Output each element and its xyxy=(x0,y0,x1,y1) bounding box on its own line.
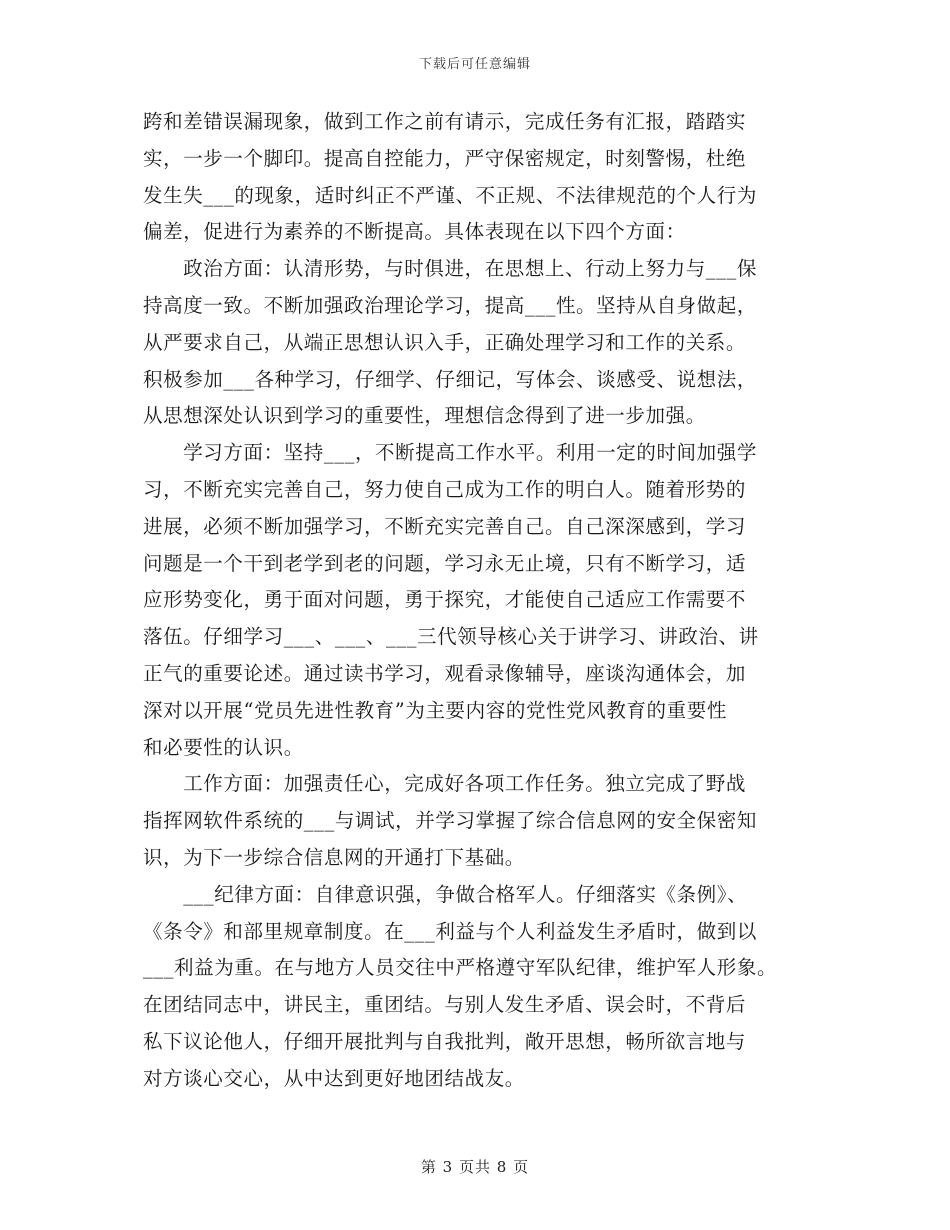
text-line: 工作方面：加强责任心，完成好各项工作任务。独立完成了野战 xyxy=(143,772,747,796)
text-line: 发生失___的现象，适时纠正不严谨、不正规、不法律规范的个人行为 xyxy=(143,183,757,207)
text-line: 问题是一个干到老学到老的问题，学习永无止境，只有不断学习，适 xyxy=(143,551,747,575)
text-line: 落伍。仔细学习___、___、___三代领导核心关于讲学习、讲政治、讲 xyxy=(143,625,759,649)
text-line: ___纪律方面：自律意识强，争做合格军人。仔细落实《条例》、 xyxy=(143,882,748,906)
text-line: 从严要求自己，从端正思想认识入手，正确处理学习和工作的关系。 xyxy=(143,330,747,354)
text-line: 跨和差错误漏现象，做到工作之前有请示，完成任务有汇报，踏踏实 xyxy=(143,110,747,133)
text-line: 学习方面：坚持___，不断提高工作水平。利用一定的时间加强学 xyxy=(143,441,757,465)
text-line: 应形势变化，勇于面对问题，勇于探究，才能使自己适应工作需要不 xyxy=(143,588,747,612)
document-body xyxy=(143,104,823,1098)
text-line: 偏差，促进行为素养的不断提高。具体表现在以下四个方面： xyxy=(143,220,686,244)
text-line: 进展，必须不断加强学习，不断充实完善自己。自己深深感到，学习 xyxy=(143,514,747,538)
text-line: 习，不断充实完善自己，努力使自己成为工作的明白人。随着形势的 xyxy=(143,477,747,501)
text-line: 政治方面：认清形势，与时俱进，在思想上、行动上努力与___保 xyxy=(143,257,757,281)
text-line: 私下议论他人，仔细开展批判与自我批判，敞开思想，畅所欲言地与 xyxy=(143,1029,747,1053)
text-line: 持高度一致。不断加强政治理论学习，提高___性。坚持从自身做起， xyxy=(143,293,757,317)
text-line: 在团结同志中，讲民主，重团结。与别人发生矛盾、误会时，不背后 xyxy=(143,993,747,1017)
text-line: 实，一步一个脚印。提高自控能力，严守保密规定，时刻警惕，杜绝 xyxy=(143,146,747,170)
page-header: 下载后可任意编辑 xyxy=(418,57,531,72)
text-line: 和必要性的认识。 xyxy=(143,735,304,759)
text-line: 深对以开展“党员先进性教育”为主要内容的党性党风教育的重要性 xyxy=(143,698,727,722)
text-line: 《条令》和部里规章制度。在___利益与个人利益发生矛盾时，做到以 xyxy=(143,919,757,943)
text-line: 从思想深处认识到学习的重要性，理想信念得到了进一步加强。 xyxy=(143,404,706,428)
text-line: 识，为下一步综合信息网的开通打下基础。 xyxy=(143,845,525,869)
page-number-footer: 第 3 页共 8 页 xyxy=(420,1158,530,1176)
text-line: 对方谈心交心，从中达到更好地团结战友。 xyxy=(143,1066,525,1090)
text-line: 指挥网软件系统的___与调试，并学习掌握了综合信息网的安全保密知 xyxy=(143,809,757,833)
text-line: 积极参加___各种学习，仔细学、仔细记，写体会、谈感受、说想法， xyxy=(143,367,757,391)
text-line: ___利益为重。在与地方人员交往中严格遵守军队纪律，维护军人形象。 xyxy=(143,956,778,980)
text-line: 正气的重要论述。通过读书学习，观看录像辅导，座谈沟通体会，加 xyxy=(143,661,747,685)
